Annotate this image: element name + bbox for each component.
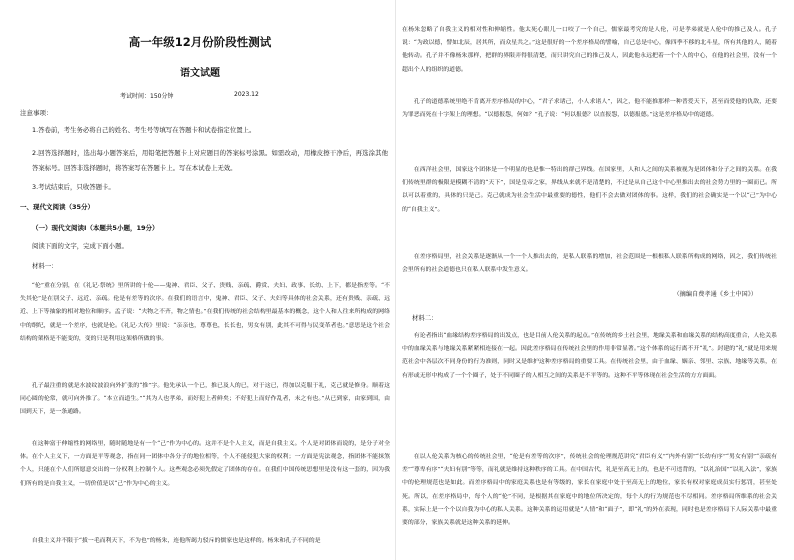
column-divider (395, 0, 396, 560)
notice-item-1: 1.答卷前，考生务必将自己的姓名、考生号等填写在答题卡和试卷指定位置上。 (32, 126, 256, 134)
instruction: 阅读下面的文字，完成下面小题。 (32, 242, 128, 250)
paragraph: 在以人伦关系为核心的传统社会里，“伦是有差等的次序”，传统社会的伦理规范讲究“君臣有义”“内外有别”“长幼有序”“男女有别”“亲疏有差”“尊卑有序”“夫妇有别”等等，而礼就是维持这种秩序的工具。在中国古代，礼是至高无上的，也是不可违背的，“以礼治国”“以礼入法”，家族中的伦理规范也是如此。而差序格局中的家庭关系也是有等级的，家长在家庭中处于至高无上的地位，家长有权对家庭成员实行惩罚，甚至处死。所以，在差序格局中，每个人的“伦”不同，是根据其在家庭中的地位所决定的，每个人的行为规范也不尽相同。差序格局所维系的社会关系，实际上是一个个以自我为中心的私人关系。这种关系的运用就是“人情”和“面子”，即“礼”的外在表现，同时也是差序格局下人际关系中最重要的部分，家族关系就是这种关系的延伸。 (402, 454, 777, 527)
section-heading: 一、现代文阅读（35分） (20, 203, 95, 211)
paragraph: 自我主义并不限于“拔一毛而利天下，不为也”的杨朱，连他所竭力驳斥的儒家也是这样的。杨朱和孔子不同的是 (31, 538, 321, 544)
exam-title: 高一年级12月份阶段性测试 (128, 35, 272, 49)
exam-date: 2023.12 (234, 91, 259, 98)
exam-subject: 语文试题 (180, 68, 220, 79)
notice-item-2: 2.回答选择题时，选出每小题答案后，用铅笔把答题卡上对应题目的答案标号涂黑。如需改动，用橡皮擦干净后，再选涂其他答案标号。回答非选择题时，将答案写在答题卡上。写在本试卷上无效。 (32, 149, 388, 172)
right-column (402, 0, 777, 560)
paragraph: 孔子最注重的就是水波纹波浪向外扩张的“推”字。他先承认一个已，推已及人的已，对于这已，得加以克服于礼，克己就是修身。顺着这同心圆的伦常，就可向外推了。“本立而道生。”“其为人也孝弟，而好犯上者鲜矣；不好犯上而好作乱者，未之有也。”从已到家，由家到国，由国到天下，是一条通路。 (20, 383, 390, 416)
paragraph: 在西洋社会里，国家这个团体是一个明显的也是惟一特出的群己界线。在国家里，人和人之间的关系被视为是团体和分子之间的关系。在我们传统里群的极限是模糊不清的“天下”，国是皇帝之家，界线从来就不是清楚的，不过是从自己这个中心里推出去的社会势力里的一圈而已。所以可以着重的，具体的只是己。克己就成为社会生活中最重要的德性，他们不会去做对团体的事。这样，我们的社会确实是一个以“己”为中心的“自我主义”。 (402, 167, 777, 213)
paragraph: 孔子的道德系统里绝不肯离开差序格局的中心，“君子求诸己，小人求诸人”，因之，他不能推那样一种普爱天下，甚至而爱他的仇敌，还要为罪恶而死在十字架上的理想。“以德报怨，何如？”孔子说：“何以报德？以直报怨，以德报德。”这是差序格局中的道德。 (402, 99, 777, 119)
paragraph: 在这种富于伸缩性的网络里，随时随地是有一个“己”作为中心的。这并不是个人主义，而是自我主义。个人是对团体而说的，是分子对全体。在个人主义下，一方面是平等观念，指在同一团体中各分子的地位相等，个人不能侵犯大家的权利；一方面是宪法观念，指团体不能抹煞个人，只能在个人们所愿意交出的一分权利上控制个人。这些观念必须先假定了团体的存在。在我们中国传统思想里是没有这一套的，因为我们所有的是自我主义，一切价值是以“己”作为中心的主义。 (20, 441, 390, 487)
paragraph: 有论者指出“血缘结构差序格局的出发点，也是目前人伦关系的起点。”在传统的乡土社会里，地缘关系和血缘关系的结构高度重合，人伦关系中的血缘关系与地缘关系紧紧相连接在一起。因此差序格局在传统社会里的作用非常显著。”这个体系的运行离不开“礼”。封建的“礼”就是用来规范社会中各层次不同身份的行为准则，同时又是维护这种差序格局的重要工具。在传统社会里，由于血缘、姻亲、邻里、宗族、地缘等关系，在有形或无形中构成了一个个圈子，处于不同圈子的人相互之间的关系是不平等的。这种不平等体现在社会生活的方方面面。 (402, 333, 777, 379)
exam-time: 考试时间：150分钟 (120, 93, 174, 100)
notice-item-3: 3.考试结束后，只收答题卡。 (32, 183, 115, 191)
paragraph: “伦”重在分别，在《礼记·祭统》里所讲的十伦——鬼神、君臣、父子、贵贱、亲疏、爵赏、夫妇、政事、长幼、上下，都是指差等。“不失其伦”是在别父子、远近、亲疏。伦是有差等的次序。在我们的语言中，鬼神、君臣、父子、夫妇等具体的社会关系，还有贵贱、亲疏、远近、上下等抽象的相对地位和顺序。孟子说：“夫物之不齐，物之情也。”在我们传统的社会结构里最基本的概念，这个人和人往来所构成的网络中的纲纪，就是一个差序，也就是伦。《礼记·大传》里说：“亲亲也，尊尊也，长长也，男女有别，此其不可得与民变革者也。”意思是这个社会结构的架格是不能变的，变的只是利用这架格所做的事。 (20, 283, 390, 342)
source-citation: （摘编自费孝通《乡土中国》） (673, 291, 757, 298)
material1-label: 材料一： (32, 262, 58, 270)
material2-label: 材料二： (412, 314, 438, 322)
paragraph: 在差序格局里，社会关系是逐渐从一个一个人推出去的，是私人联系的增加，社会范围是一根根私人联系所构成的网络，因之，我们传统社会里所有的社会道德也只在私人联系中发生意义。 (402, 254, 777, 274)
subsection-heading: （一）现代文阅读Ⅰ（本题共5小题，19分） (32, 224, 159, 232)
left-column (20, 0, 390, 560)
notice-heading: 注意事项： (20, 109, 53, 117)
paragraph: 在杨朱忽略了自我主义的相对性和伸缩性。他太死心眼儿一口咬了一个自己，儒家最考究的是人伦，可是孝弟就是人伦中的推己及人。孔子说：“为政以德，譬如北辰，居其所，而众星共之。”这是很好的一个差序格局的譬喻，自己总是中心，像四季不移的北斗星，所有其他的人，随着他转动。孔子并不像杨朱那样，把群的界限弄得很清楚，而只讲究自己的推己及人，因此他永远把着一个个人的中心，在他的社会里，没有一个超出个人的组织的道德。 (402, 27, 777, 73)
